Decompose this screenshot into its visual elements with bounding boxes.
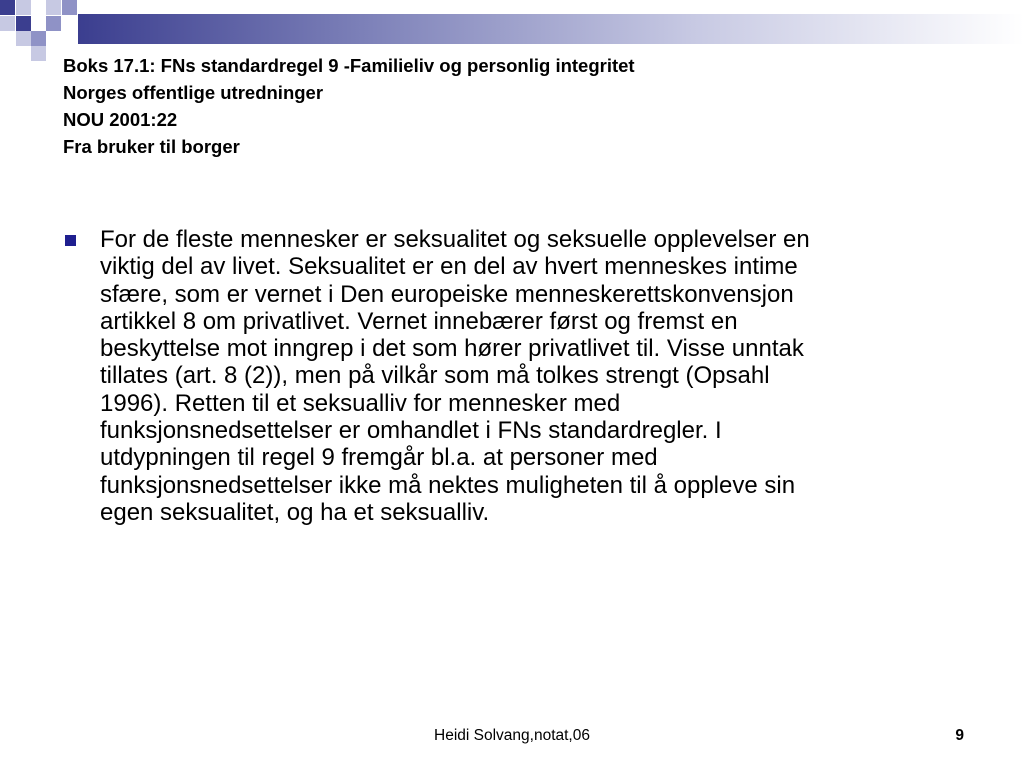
deco-square bbox=[31, 31, 46, 46]
bullet-text-line: sfære, som er vernet i Den europeiske menneskerettskonvensjon bbox=[100, 280, 794, 308]
slide-title bbox=[63, 52, 963, 160]
deco-square bbox=[31, 46, 46, 61]
header-gradient-bar bbox=[78, 14, 1024, 44]
deco-square bbox=[16, 0, 31, 15]
bullet-text-line: funksjonsnedsettelser er omhandlet i FNs standardregler. I bbox=[100, 417, 722, 445]
deco-square bbox=[16, 31, 31, 46]
bullet-text-line: beskyttelse mot inngrep i det som hører privatlivet til. Visse unntak bbox=[100, 335, 804, 363]
deco-square bbox=[46, 0, 61, 15]
title-line: NOU 2001:22 bbox=[63, 109, 178, 130]
bullet-text-line: tillates (art. 8 (2)), men på vilkår som må tolkes strengt (Opsahl bbox=[100, 362, 770, 390]
title-line: Boks 17.1: FNs standardregel 9 -Familieliv og personlig integritet bbox=[63, 55, 635, 76]
bullet-text-line: 1996). Retten til et seksualliv for mennesker med bbox=[100, 389, 621, 417]
bullet-text-line: viktig del av livet. Seksualitet er en del av hvert menneskes intime bbox=[100, 253, 798, 281]
bullet-text-line: funksjonsnedsettelser ikke må nektes muligheten til å oppleve sin bbox=[100, 471, 796, 499]
deco-square bbox=[46, 16, 61, 31]
footer-author: Heidi Solvang,notat,06 bbox=[434, 727, 590, 744]
page-number: 9 bbox=[955, 727, 964, 744]
deco-square bbox=[62, 0, 77, 15]
deco-square bbox=[0, 0, 15, 15]
slide-content bbox=[63, 226, 963, 526]
deco-square bbox=[16, 16, 31, 31]
deco-square bbox=[0, 16, 15, 31]
bullet-text-line: egen seksualitet, og ha et seksualliv. bbox=[100, 498, 490, 526]
bullet-item bbox=[63, 226, 963, 526]
square-bullet-icon bbox=[65, 235, 76, 246]
bullet-text-line: artikkel 8 om privatlivet. Vernet innebærer først og fremst en bbox=[100, 307, 738, 335]
title-line: Norges offentlige utredninger bbox=[63, 82, 324, 103]
bullet-text-line: utdypningen til regel 9 fremgår bl.a. at personer med bbox=[100, 444, 658, 472]
bullet-text-line: For de fleste mennesker er seksualitet og seksuelle opplevelser en bbox=[100, 226, 810, 253]
title-line: Fra bruker til borger bbox=[63, 136, 240, 157]
